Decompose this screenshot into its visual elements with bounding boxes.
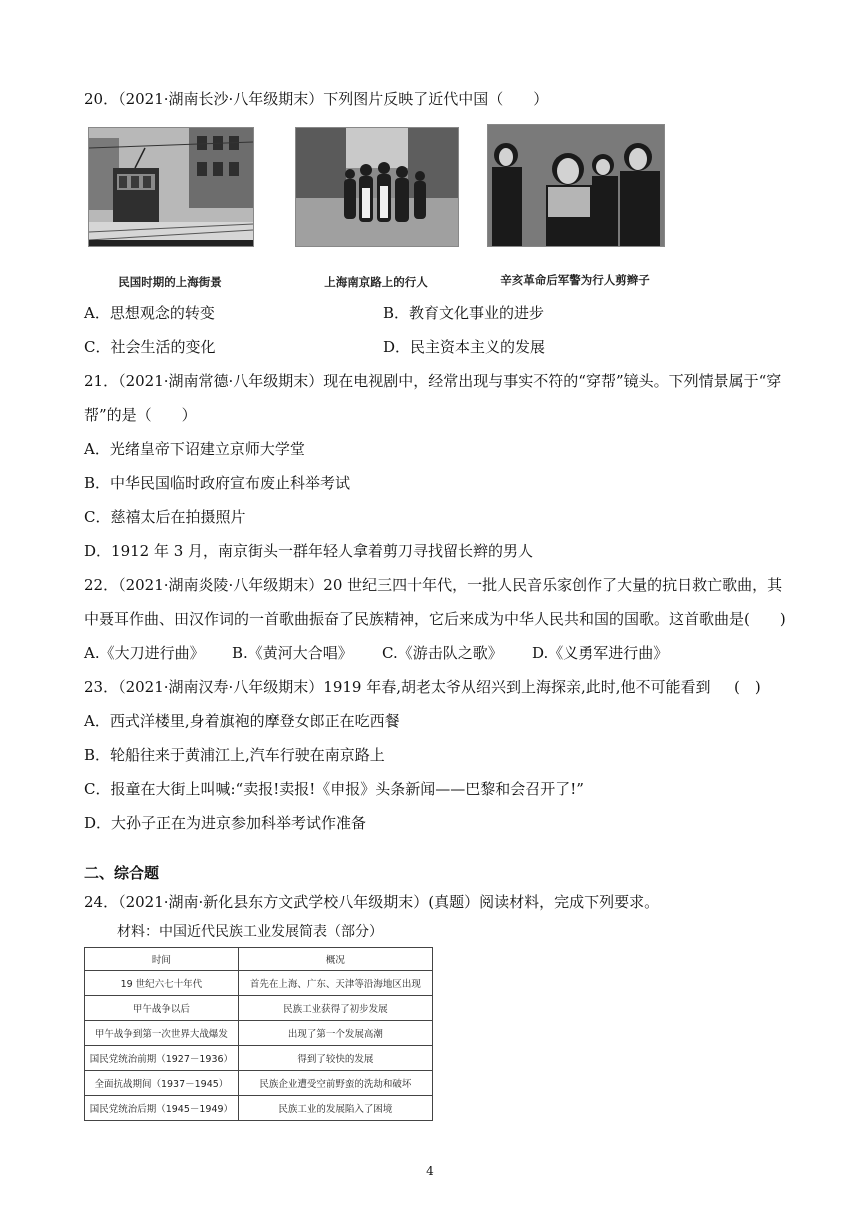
q22-option-d: D.《义勇军进行曲》 — [532, 644, 669, 662]
q22-stem-line1: 22．（2021·湖南炎陵·八年级期末）20 世纪三四十年代，一批人民音乐家创作了大量的抗日救亡歌曲，其 — [84, 576, 783, 594]
table-row — [85, 1046, 433, 1071]
photo1-caption: 民国时期的上海街景 — [118, 275, 222, 289]
table-cell-time: 19 世纪六七十年代 — [85, 971, 239, 996]
q23-answer-paren: ( ) — [734, 678, 761, 696]
table-cell-overview: 民族工业获得了初步发展 — [238, 996, 432, 1021]
table-row — [85, 971, 433, 996]
table-row — [85, 1096, 433, 1121]
table-cell-time: 甲午战争以后 — [85, 996, 239, 1021]
shanghai-street-photo — [88, 127, 254, 247]
q21-option-c: C．慈禧太后在拍摄照片 — [84, 508, 246, 526]
table-cell-time: 国民党统治后期（1945－1949） — [85, 1096, 239, 1121]
q23-option-b: B．轮船往来于黄浦江上,汽车行驶在南京路上 — [84, 746, 385, 764]
q21-stem-line2: 帮”的是（ ） — [84, 406, 197, 424]
q23-option-a: A．西式洋楼里,身着旗袍的摩登女郎正在吃西餐 — [84, 712, 400, 730]
table-cell-time: 全面抗战期间（1937－1945） — [85, 1071, 239, 1096]
q23-option-d: D．大孙子正在为进京参加科举考试作准备 — [84, 814, 367, 832]
photo3-caption: 辛亥革命后军警为行人剪辫子 — [500, 273, 650, 287]
q22-option-b: B.《黄河大合唱》 — [232, 644, 353, 662]
q23-option-c: C．报童在大街上叫喊:“卖报!卖报!《申报》头条新闻——巴黎和会召开了!” — [84, 780, 584, 798]
table-cell-overview: 民族企业遭受空前野蛮的洗劫和破坏 — [238, 1071, 432, 1096]
section-heading: 二、综合题 — [84, 864, 160, 882]
q22-stem-line2: 中聂耳作曲、田汉作词的一首歌曲振奋了民族精神，它后来成为中华人民共和国的国歌。这首歌曲是( ) — [84, 610, 786, 628]
q20-option-c: C．社会生活的变化 — [84, 338, 216, 356]
table-cell-time: 甲午战争到第一次世界大战爆发 — [85, 1021, 239, 1046]
q20-option-d: D．民主资本主义的发展 — [383, 338, 546, 356]
industry-table — [84, 947, 433, 1121]
table-header-row — [85, 948, 433, 971]
q20-stem: 20．（2021·湖南长沙·八年级期末）下列图片反映了近代中国（ ） — [84, 90, 549, 108]
q20-option-a: A．思想观念的转变 — [84, 304, 215, 322]
q23-stem: 23．（2021·湖南汉寿·八年级期末）1919 年春,胡老太爷从绍兴到上海探亲,此时,他不可能看到 — [84, 678, 711, 696]
table-cell-time: 国民党统治前期（1927－1936） — [85, 1046, 239, 1071]
table-cell-overview: 得到了较快的发展 — [238, 1046, 432, 1071]
material-title: 材料：中国近代民族工业发展简表（部分） — [117, 924, 383, 940]
q21-stem-line1: 21．（2021·湖南常德·八年级期末）现在电视剧中，经常出现与事实不符的“穿帮”镜头。下列情景属于“穿 — [84, 372, 782, 390]
q21-option-d: D．1912 年 3 月，南京街头一群年轻人拿着剪刀寻找留长辫的男人 — [84, 542, 534, 560]
table-cell-overview: 首先在上海、广东、天津等沿海地区出现 — [238, 971, 432, 996]
table-cell-overview: 民族工业的发展陷入了困境 — [238, 1096, 432, 1121]
table-header-overview: 概况 — [238, 948, 432, 971]
q22-option-a: A.《大刀进行曲》 — [84, 644, 205, 662]
table-row — [85, 996, 433, 1021]
q24-stem: 24．（2021·湖南·新化县东方文武学校八年级期末）(真题）阅读材料，完成下列要求。 — [84, 893, 660, 911]
table-row — [85, 1071, 433, 1096]
table-header-time: 时间 — [85, 948, 239, 971]
nanjing-road-photo — [295, 127, 459, 247]
q21-option-a: A．光绪皇帝下诏建立京师大学堂 — [84, 440, 305, 458]
q22-option-c: C.《游击队之歌》 — [382, 644, 503, 662]
table-row — [85, 1021, 433, 1046]
q20-option-b: B．教育文化事业的进步 — [383, 304, 545, 322]
q21-option-b: B．中华民国临时政府宣布废止科举考试 — [84, 474, 351, 492]
photo2-caption: 上海南京路上的行人 — [324, 275, 428, 289]
table-cell-overview: 出现了第一个发展高潮 — [238, 1021, 432, 1046]
page-number: 4 — [426, 1164, 434, 1178]
cutting-queue-photo — [487, 124, 665, 247]
